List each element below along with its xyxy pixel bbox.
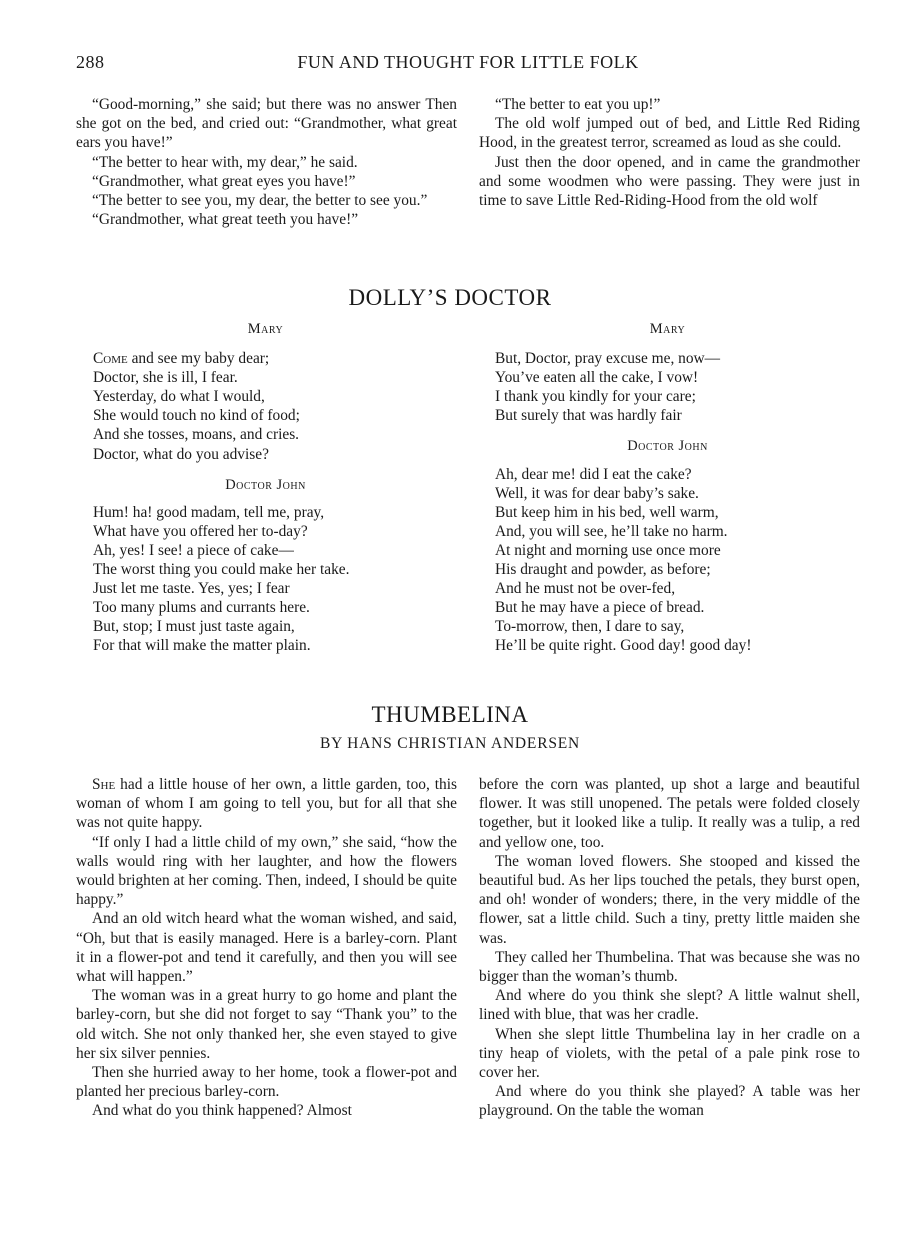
running-title: FUN AND THOUGHT FOR LITTLE FOLK bbox=[297, 52, 639, 72]
thumbelina-title: THUMBELINA bbox=[371, 702, 529, 727]
verse-line: And, you will see, he’ll take no harm. bbox=[495, 522, 728, 540]
speaker-doctor-john: Doctor John bbox=[627, 438, 708, 455]
paragraph: And an old witch heard what the woman wished, and said, “Oh, but that is easily managed. Here is a barley-corn. Plant it in a flower-pot and tend it carefully, and then you will see what will happen.” bbox=[76, 910, 457, 986]
dolly-title: DOLLY’S DOCTOR bbox=[348, 285, 552, 310]
verse-line: What have you offered her to-day? bbox=[93, 522, 308, 540]
verse-line: Doctor, what do you advise? bbox=[93, 445, 269, 463]
verse-line: Too many plums and currants here. bbox=[93, 599, 310, 617]
dolly-left-column bbox=[93, 320, 457, 656]
paragraph: “If only I had a little child of my own,” she said, “how the walls would ring with her laughter, and how the flowers would brighten at her coming. Then, indeed, I should be quite happy.” bbox=[76, 833, 457, 909]
verse-line: Ah, dear me! did I eat the cake? bbox=[495, 465, 692, 483]
verse-line: At night and morning use once more bbox=[495, 541, 721, 559]
paragraph-text: had a little house of her own, a little garden, too, this woman of whom I am going to tell you, but for all that she was not quite happy. bbox=[76, 776, 457, 832]
verse-line: But keep him in his bed, well warm, bbox=[495, 503, 719, 521]
verse-line: Well, it was for dear baby’s sake. bbox=[495, 484, 699, 502]
verse-line-text: and see my baby dear; bbox=[127, 350, 270, 368]
speaker-doctor-john: Doctor John bbox=[225, 476, 306, 493]
thumbelina-right-column bbox=[479, 775, 860, 1121]
thumbelina-left-column bbox=[76, 775, 457, 1121]
verse-line bbox=[93, 349, 457, 368]
paragraph: And where do you think she slept? A little walnut shell, lined with blue, that was her cradle. bbox=[479, 987, 860, 1024]
drop-word: Come bbox=[93, 350, 128, 368]
verse-line: She would touch no kind of food; bbox=[93, 407, 300, 425]
verse-line: The worst thing you could make her take. bbox=[93, 561, 350, 579]
paragraph: The old wolf jumped out of bed, and Little Red Riding Hood, in the greatest terror, screamed as loud as she could. bbox=[479, 115, 860, 152]
verse-line: You’ve eaten all the cake, I vow! bbox=[495, 369, 699, 387]
verse-line: To-morrow, then, I dare to say, bbox=[495, 618, 685, 636]
paragraph: “The better to see you, my dear, the better to see you.” bbox=[92, 192, 428, 210]
red-riding-hood-right-column bbox=[479, 95, 860, 210]
thumbelina-byline: BY HANS CHRISTIAN ANDERSEN bbox=[319, 735, 581, 752]
verse-line: I thank you kindly for your care; bbox=[495, 388, 696, 406]
paragraph: The woman was in a great hurry to go home and plant the barley-corn, but she did not forget to say “Thank you” to the old witch. She not only thanked her, she even stayed to give her six silver pennies. bbox=[76, 987, 457, 1062]
paragraph: When she slept little Thumbelina lay in her cradle on a tiny heap of violets, with the petal of a pale pink rose to cover her. bbox=[479, 1025, 860, 1082]
speaker-mary: Mary bbox=[649, 321, 686, 337]
paragraph: before the corn was planted, up shot a large and beautiful flower. It was still unopened. The petals were folded closely together, but it looked like a tulip. It really was a tulip, a red and yellow one, too. bbox=[479, 776, 860, 851]
paragraph: The woman loved flowers. She stooped and kissed the beautiful bud. As her lips touched the petals, they burst open, and oh! wonder of wonders; there, in the very middle of the flower, sat a little child. Such a tiny, pretty little maiden she was. bbox=[479, 852, 860, 947]
paragraph: They called her Thumbelina. That was because she was no bigger than the woman’s thumb. bbox=[479, 948, 860, 986]
paragraph: And where do you think she played? A table was her playground. On the table the woman bbox=[479, 1083, 860, 1120]
red-riding-hood-left-column bbox=[76, 95, 457, 229]
verse-line: But surely that was hardly fair bbox=[495, 407, 682, 425]
paragraph: And what do you think happened? Almost bbox=[92, 1102, 352, 1120]
verse-line: And she tosses, moans, and cries. bbox=[93, 426, 300, 444]
verse-line: Yesterday, do what I would, bbox=[93, 388, 265, 406]
verse-line: His draught and powder, as before; bbox=[495, 561, 711, 579]
verse-line: He’ll be quite right. Good day! good day! bbox=[495, 637, 752, 655]
page-number: 288 bbox=[76, 52, 105, 72]
verse-line: But he may have a piece of bread. bbox=[495, 599, 705, 617]
verse-line: Doctor, she is ill, I fear. bbox=[93, 369, 238, 387]
paragraph: “The better to hear with, my dear,” he said. bbox=[92, 153, 358, 171]
verse-line: Just let me taste. Yes, yes; I fear bbox=[93, 580, 290, 598]
paragraph: Then she hurried away to her home, took a flower-pot and planted her precious barley-corn. bbox=[76, 1064, 457, 1101]
page-header bbox=[76, 52, 860, 76]
verse-line: But, Doctor, pray excuse me, now— bbox=[495, 350, 721, 368]
paragraph: “Good-morning,” she said; but there was no answer Then she got on the bed, and cried out: “Grandmother, what great ears you have!” bbox=[76, 96, 457, 152]
paragraph: “Grandmother, what great teeth you have!” bbox=[92, 211, 359, 229]
paragraph: “The better to eat you up!” bbox=[495, 96, 661, 113]
dolly-right-column bbox=[495, 320, 860, 656]
verse-line: Ah, yes! I see! a piece of cake— bbox=[93, 541, 294, 559]
verse-line: And he must not be over-fed, bbox=[495, 580, 676, 598]
paragraph: Just then the door opened, and in came the grandmother and some woodmen who were passing. They were just in time to save Little Red-Riding-Hood from the old wolf bbox=[479, 153, 860, 210]
verse-line: For that will make the matter plain. bbox=[93, 637, 311, 655]
verse-line: But, stop; I must just taste again, bbox=[93, 618, 295, 636]
paragraph: “Grandmother, what great eyes you have!” bbox=[92, 172, 356, 190]
paragraph bbox=[76, 775, 457, 833]
speaker-mary: Mary bbox=[247, 321, 284, 337]
drop-word: She bbox=[92, 776, 116, 793]
verse-line: Hum! ha! good madam, tell me, pray, bbox=[93, 503, 325, 521]
